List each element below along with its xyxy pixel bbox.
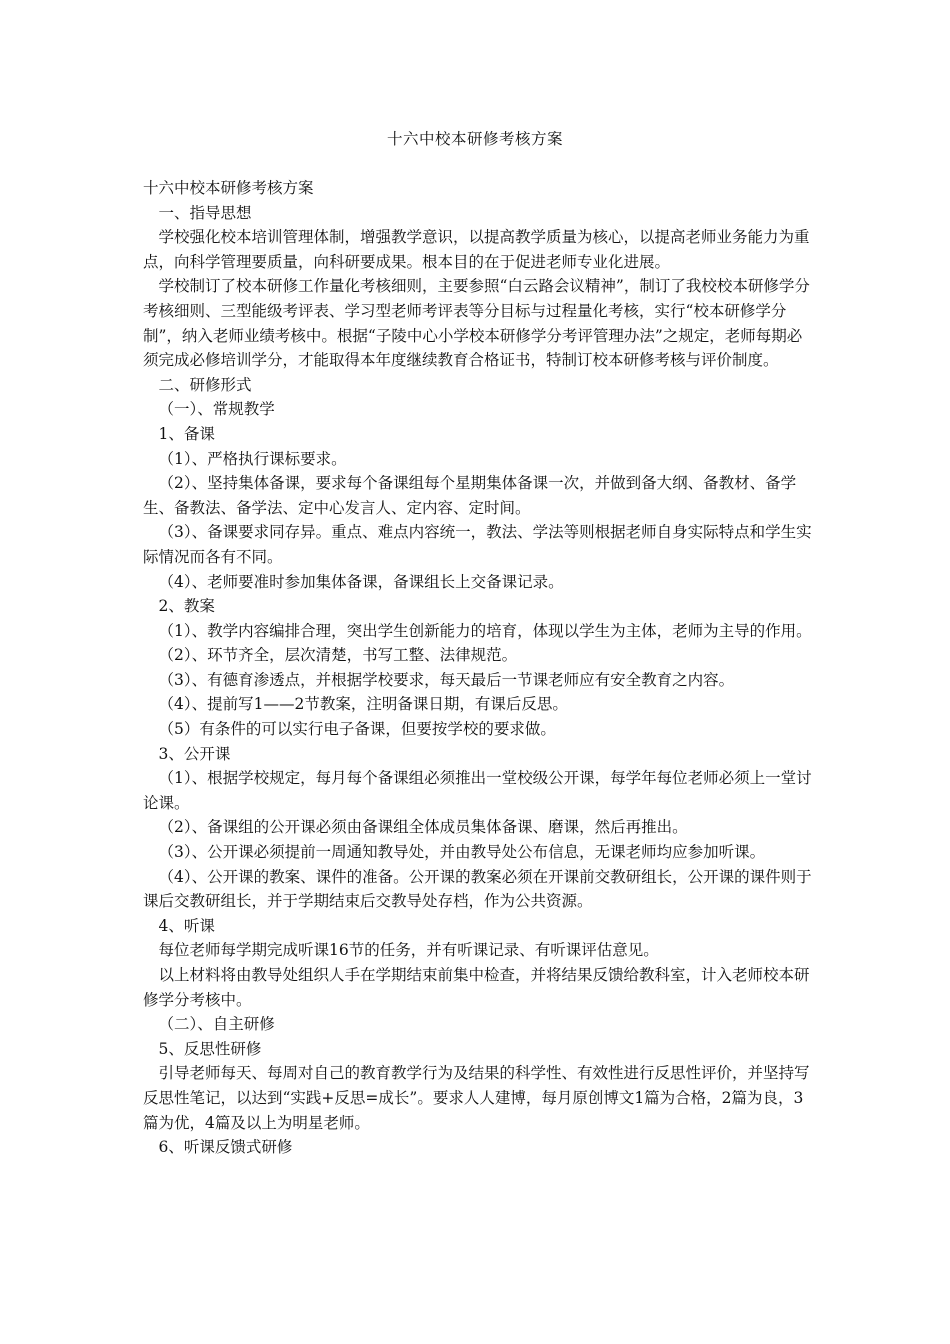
paragraph: 十六中校本研修考核方案	[143, 179, 314, 197]
paragraph: 6、听课反馈式研修	[158, 1138, 293, 1157]
paragraph: （一）、常规教学	[158, 400, 275, 419]
paragraph: 二、研修形式	[158, 375, 252, 394]
paragraph: （二）、自主研修	[158, 1015, 275, 1034]
paragraph: 学校制订了校本研修工作量化考核细则，主要参照“白云路会议精神”，制订了我校校本研修学分考核细则、三型能级考评表、学习型老师考评表等分目标与过程量化考核，实行“校本研修学分制”，纳入老师业绩考核中。根据“子陵中心小学校本研修学分考评管理办法”之规定，老师每期必须完成必修培训学分，才能取得本年度继续教育合格证书，特制订校本研修考核与评价制度。	[143, 277, 810, 370]
paragraph: 学校强化校本培训管理体制，增强教学意识，以提高教学质量为核心，以提高老师业务能力为重点，向科学管理要质量，向科研要成果。根本目的在于促进老师专业化进展。	[143, 228, 810, 271]
paragraph: 4、听课	[158, 916, 215, 935]
paragraph: 引导老师每天、每周对自己的教育教学行为及结果的科学性、有效性进行反思性评价，并坚持写反思性笔记，以达到“实践+反思=成长”。要求人人建博，每月原创博文1篇为合格，2篇为良，3篇为优，4篇及以上为明星老师。	[143, 1064, 810, 1132]
paragraph: （4）、老师要准时参加集体备课，备课组长上交备课记录。	[158, 572, 564, 591]
paragraph: （4）、提前写1——2节教案，注明备课日期，有课后反思。	[158, 695, 568, 714]
paragraph: 每位老师每学期完成听课16节的任务，并有听课记录、有听课评估意见。	[158, 941, 659, 960]
paragraph: 3、公开课	[158, 744, 231, 763]
paragraph: （3）、备课要求同存异。重点、难点内容统一，教法、学法等则根据老师自身实际特点和学生实际情况而各有不同。	[143, 523, 812, 566]
paragraph: （1）、教学内容编排合理，突出学生创新能力的培育，体现以学生为主体，老师为主导的作用。	[158, 621, 812, 640]
paragraph: （2）、环节齐全，层次清楚，书写工整、法律规范。	[158, 646, 518, 665]
paragraph: （3）、有德育渗透点，并根据学校要求，每天最后一节课老师应有安全教育之内容。	[158, 670, 735, 689]
paragraph: （3）、公开课必须提前一周通知教导处，并由教导处公布信息，无课老师均应参加听课。	[158, 843, 766, 862]
paragraph: 1、备课	[158, 424, 215, 443]
paragraph: （5）有条件的可以实行电子备课，但要按学校的要求做。	[158, 720, 556, 739]
document-title: 十六中校本研修考核方案	[386, 130, 563, 148]
paragraph: （1）、根据学校规定，每月每个备课组必须推出一堂校级公开课，每学年每位老师必须上一堂讨论课。	[143, 769, 812, 812]
paragraph: 一、指导思想	[158, 203, 252, 222]
paragraph: 以上材料将由教导处组织人手在学期结束前集中检查，并将结果反馈给教科室，计入老师校本研修学分考核中。	[143, 966, 810, 1009]
paragraph: 2、教案	[158, 597, 215, 616]
paragraph: 5、反思性研修	[158, 1039, 262, 1058]
document-body	[143, 176, 815, 1160]
paragraph: （2）、坚持集体备课，要求每个备课组每个星期集体备课一次，并做到备大纲、备教材、备学生、备教法、备学法、定中心发言人、定内容、定时间。	[143, 474, 797, 517]
paragraph: （1）、严格执行课标要求。	[158, 449, 347, 468]
paragraph: （2）、备课组的公开课必须由备课组全体成员集体备课、磨课，然后再推出。	[158, 818, 688, 837]
paragraph: （4）、公开课的教案、课件的准备。公开课的教案必须在开课前交教研组长，公开课的课件则于课后交教研组长，并于学期结束后交教导处存档，作为公共资源。	[143, 867, 812, 911]
